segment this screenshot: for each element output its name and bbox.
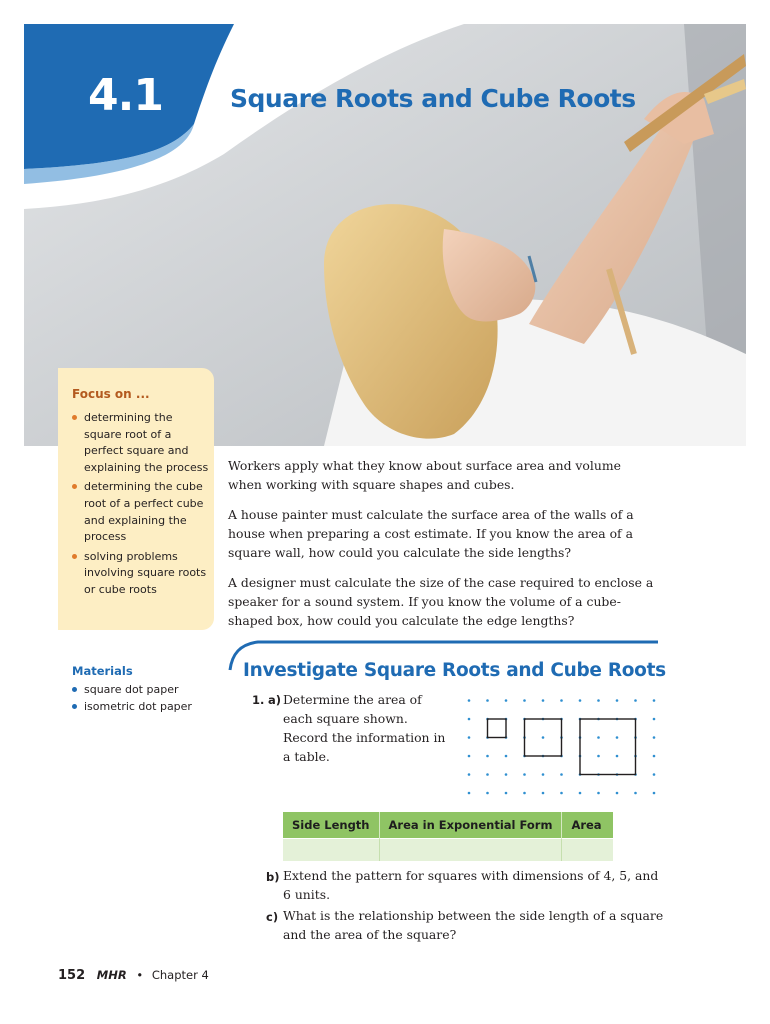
- focus-item: determining the cube root of a perfect cube and explaining the process: [70, 479, 210, 545]
- question-part-c-text: What is the relationship between the side length of a square and the area of the square?: [283, 908, 664, 942]
- grid-dot: [523, 792, 526, 795]
- intro-paragraph: A designer must calculate the size of the case required to enclose a speaker for a sound system. If you know the volume of a cube-shaped box, how could you calculate the edge lengths?: [228, 575, 654, 628]
- question-part-c-label: c): [266, 910, 279, 924]
- grid-dot: [597, 755, 600, 758]
- grid-dot: [505, 792, 508, 795]
- grid-dot: [468, 755, 471, 758]
- table-header-area: Area: [562, 812, 613, 838]
- page-number: 152: [58, 968, 86, 983]
- grid-dot: [560, 699, 563, 702]
- section-number: 4.1: [88, 70, 163, 121]
- page-footer: [58, 968, 209, 983]
- table-cell[interactable]: [379, 838, 562, 861]
- focus-item: solving problems involving square roots or cube roots: [70, 549, 210, 599]
- grid-dot: [653, 773, 656, 776]
- grid-dot: [560, 773, 563, 776]
- question-part-a-text: Determine the area of each square shown. Record the information in a table.: [283, 692, 446, 764]
- grid-dot: [505, 773, 508, 776]
- grid-dot: [616, 792, 619, 795]
- grid-dot: [653, 755, 656, 758]
- grid-dot: [653, 718, 656, 721]
- grid-dot: [616, 755, 619, 758]
- grid-dot: [542, 792, 545, 795]
- grid-dot: [523, 773, 526, 776]
- materials-item: isometric dot paper: [70, 698, 192, 715]
- grid-dot: [542, 699, 545, 702]
- grid-dot: [468, 736, 471, 739]
- section-title: Square Roots and Cube Roots: [230, 84, 636, 113]
- publisher-name: MHR: [96, 968, 127, 982]
- investigate-title: Investigate Square Roots and Cube Roots: [243, 660, 666, 681]
- table-header-area-exponential: Area in Exponential Form: [379, 812, 562, 838]
- focus-item: determining the square root of a perfect square and explaining the process: [70, 410, 210, 476]
- grid-dot: [560, 792, 563, 795]
- materials-list: [70, 681, 192, 715]
- grid-dot: [468, 773, 471, 776]
- question-part-b-label: b): [266, 870, 280, 884]
- question-part-b-text: Extend the pattern for squares with dimensions of 4, 5, and 6 units.: [283, 868, 659, 902]
- grid-dot: [486, 699, 489, 702]
- question-part-a-label: a): [268, 693, 282, 707]
- intro-text: [228, 456, 656, 641]
- grid-dot: [468, 792, 471, 795]
- materials-item: square dot paper: [70, 681, 192, 698]
- grid-dot: [523, 699, 526, 702]
- table-cell[interactable]: [562, 838, 613, 861]
- grid-dot: [542, 773, 545, 776]
- materials-title: Materials: [72, 664, 133, 678]
- grid-dot: [634, 699, 637, 702]
- footer-separator: •: [136, 968, 144, 982]
- grid-dot: [616, 736, 619, 739]
- grid-dot: [468, 718, 471, 721]
- grid-dot: [634, 792, 637, 795]
- table-header-side-length: Side Length: [283, 812, 379, 838]
- question-number: 1.: [252, 693, 265, 707]
- grid-dot: [486, 755, 489, 758]
- grid-dot: [542, 736, 545, 739]
- table-cell[interactable]: [283, 838, 379, 861]
- grid-dot: [597, 792, 600, 795]
- grid-dot: [468, 699, 471, 702]
- chapter-label: Chapter 4: [151, 968, 209, 982]
- intro-paragraph: A house painter must calculate the surface area of the walls of a house when preparing a cost estimate. If you know the area of a square wall, how could you calculate the side lengths?: [228, 507, 634, 560]
- grid-dot: [653, 736, 656, 739]
- focus-list: [70, 410, 210, 602]
- grid-dot: [486, 773, 489, 776]
- grid-dot: [616, 699, 619, 702]
- table-row: [283, 838, 613, 861]
- square-dot-grid: [460, 690, 670, 808]
- grid-dot: [505, 699, 508, 702]
- focus-title: Focus on ...: [72, 387, 150, 401]
- grid-dot: [597, 736, 600, 739]
- grid-dot: [486, 792, 489, 795]
- grid-dot: [579, 792, 582, 795]
- square-1: [488, 719, 507, 738]
- square-3: [580, 719, 636, 775]
- intro-paragraph: Workers apply what they know about surface area and volume when working with square shapes and cubes.: [228, 458, 621, 492]
- grid-dot: [653, 792, 656, 795]
- grid-dot: [579, 699, 582, 702]
- grid-dot: [505, 755, 508, 758]
- grid-dot: [597, 699, 600, 702]
- area-table: [283, 812, 613, 861]
- grid-dot: [653, 699, 656, 702]
